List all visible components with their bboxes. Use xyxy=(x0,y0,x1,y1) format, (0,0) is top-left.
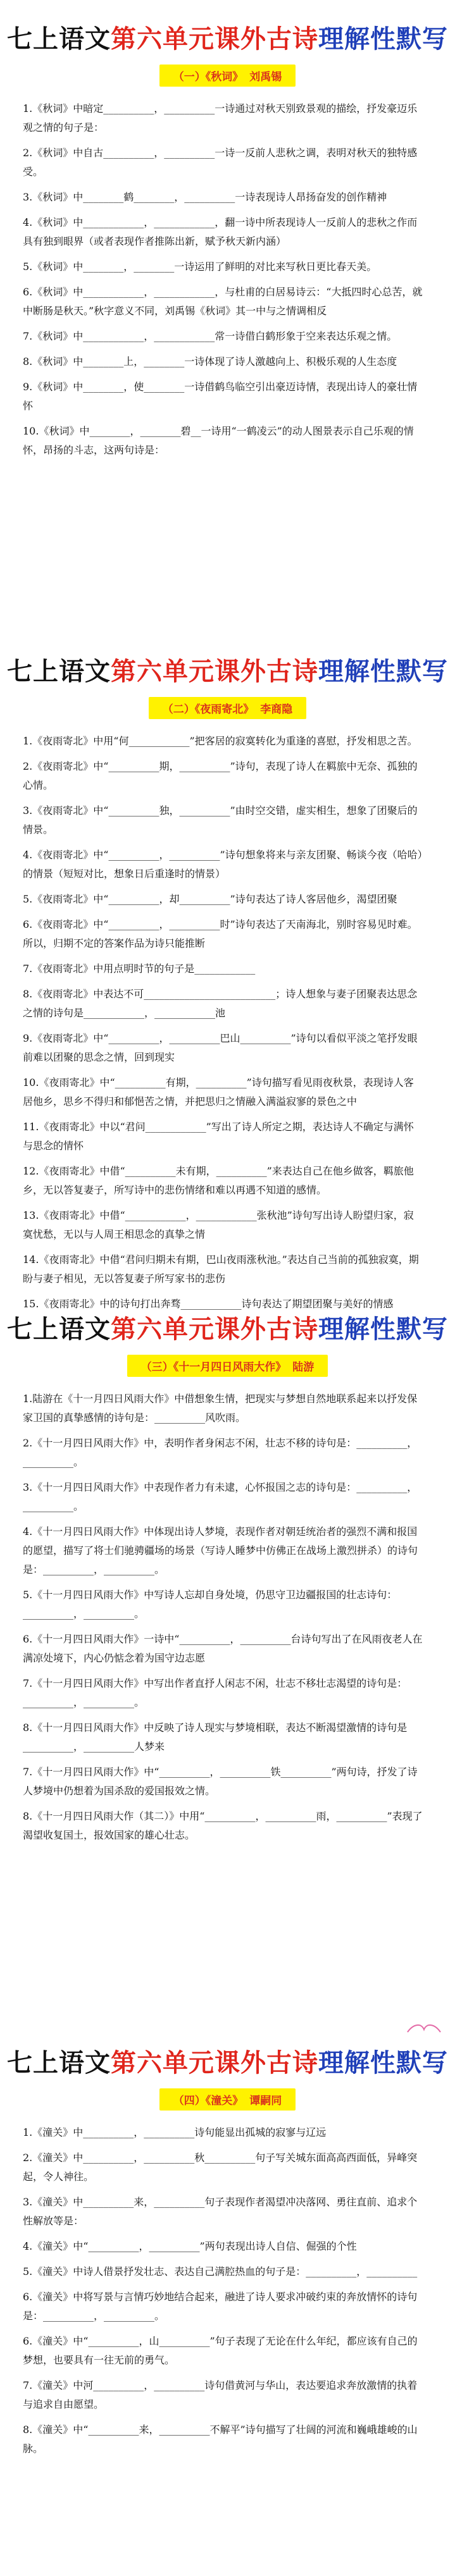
exercise-item: 12.《夜雨寄北》中借“__________未有期，__________”来表达自己在他乡做客，羁旅他乡，无以答复妻子，所写诗中的悲伤情绪和难以再遇不知道的感情。 xyxy=(23,1165,414,1196)
author-name: 李商隐 xyxy=(260,703,293,716)
exercise-item: 3.《十一月四日风雨大作》中表现作者力有未逮，心怀报国之志的诗句是：__________，__________。 xyxy=(23,1481,418,1512)
author-name: 刘禹锡 xyxy=(249,71,282,83)
exercise-item: 1.《夜雨寄北》中用“何____________”把客居的寂寞转化为重逢的喜慰，抒发相思之苦。 xyxy=(23,735,418,747)
section-title: 七上语文第六单元课外古诗理解性默写 xyxy=(7,657,448,686)
exercise-list xyxy=(23,732,423,1314)
exercise-item: 5.《十一月四日风雨大作》中写诗人忘却自身处境，仍思守卫边疆报国的壮志诗句：__________，__________。 xyxy=(23,1589,397,1620)
exercise-item: 7.《秋词》中____________，____________常一诗借白鹤形象于空来表达乐观之情。 xyxy=(23,330,397,342)
section-subtitle-badge: （四）《潼关》 谭嗣同 xyxy=(159,2088,296,2111)
exercise-item: 6.《十一月四日风雨大作》一诗中“__________，__________台诗句写出了在风雨夜老人在满凉处境下，内心仍惦念着为国守边志愿 xyxy=(23,1633,423,1664)
exercise-item: 7.《十一月四日风雨大作》中写出作者直抒人闲志不闲，壮志不移壮志渴望的诗句是：__________，__________。 xyxy=(23,1677,408,1708)
author-name: 陆游 xyxy=(292,1361,315,1374)
exercise-item: 3.《秋词》中________鹤________，__________一诗表现诗人昂扬奋发的创作精神 xyxy=(23,191,387,203)
exercise-item: 6.《秋词》中____________，____________，与杜甫的白居易诗云：“大抵四时心总苦，就中断肠是秋天。”秋字意义不同，刘禹锡《秋词》其一中与之情调相反 xyxy=(23,286,423,317)
exercise-list xyxy=(23,2123,423,2458)
section-title: 七上语文第六单元课外古诗理解性默写 xyxy=(7,2049,448,2078)
author-name: 谭嗣同 xyxy=(249,2095,282,2107)
exercise-item: 7.《十一月四日风雨大作》中“__________，__________铁__________”两句诗，抒发了诗人梦境中仍想着为国杀敌的爱国报效之情。 xyxy=(23,1766,418,1797)
exercise-item: 13.《夜雨寄北》中借“____________，____________张秋池”诗句写出诗人盼望归家，寂寞忧愁，无以与人周王相思念的真挚之情 xyxy=(23,1209,414,1240)
exercise-item: 10.《秋词》中________，________碧__一诗用“一鹤凌云”的动人图景表示自己乐观的情怀，昂扬的斗志，这两句诗是： xyxy=(23,425,414,456)
exercise-item: 8.《十一月四日风雨大作（其二）》中用“__________，__________雨，__________”表现了渴望收复国土，报效国家的雄心壮志。 xyxy=(23,1810,423,1841)
exercise-item: 4.《夜雨寄北》中“__________，__________”诗句想象将来与亲友团聚、畅谈今夜（哈哈）的情景（短短对比，想象日后重逢时的情景） xyxy=(23,849,423,880)
exercise-item: 4.《秋词》中____________，____________，翻一诗中所表现诗人一反前人的悲秋之作而具有独到眼界（或者表现作者推陈出新，赋予秋天新内涵） xyxy=(23,216,418,247)
exercise-list xyxy=(23,1390,423,1845)
exercise-item: 2.《秋词》中自古__________，__________一诗一反前人悲秋之调，表明对秋天的独特感受。 xyxy=(23,147,418,178)
exercise-item: 2.《潼关》中__________，__________秋__________句子写关城东面高高西面低，异峰突起，令人神往。 xyxy=(23,2152,418,2183)
exercise-item: 14.《夜雨寄北》中借“君问归期未有期，巴山夜雨涨秋池。”表达自己当前的孤独寂寞，期盼与妻子相见，无以答复妻子所写家书的悲伤 xyxy=(23,1254,419,1285)
exercise-item: 1.陆游在《十一月四日风雨大作》中借想象生情，把现实与梦想自然地联系起来以抒发保家卫国的真挚感情的诗句是：__________风吹雨。 xyxy=(23,1393,418,1424)
exercise-item: 3.《潼关》中__________来，__________句子表现作者渴望冲决落网、勇往直前、追求个性解放等是： xyxy=(23,2196,418,2227)
exercise-item: 2.《夜雨寄北》中“__________期，__________”诗句，表现了诗人在羁旅中无奈、孤独的心情。 xyxy=(23,760,418,791)
exercise-item: 6.《夜雨寄北》中“__________，__________时”诗句表达了天南海北，别时容易见时难。所以，归期不定的答案作品为诗只能推断 xyxy=(23,918,418,949)
exercise-item: 8.《秋词》中________上，________一诗体现了诗人激越向上、积极乐观的人生态度 xyxy=(23,355,397,367)
ornament-divider-icon xyxy=(405,2021,443,2036)
section-tongguan xyxy=(0,2049,455,2465)
exercise-item: 8.《潼关》中“__________来，__________不解平”诗句描写了壮阔的河流和巍峨雄峻的山脉。 xyxy=(23,2424,418,2455)
section-subtitle-badge: （一）《秋词》 刘禹锡 xyxy=(159,65,296,87)
exercise-item: 3.《夜雨寄北》中“__________独，__________”由时空交错，虚实相生，想象了团聚后的情景。 xyxy=(23,804,418,835)
exercise-item: 4.《十一月四日风雨大作》中体现出诗人梦境，表现作者对朝廷统治者的强烈不满和报国的愿望，描写了将士们驰骋疆场的场景（写诗人睡梦中仿佛正在战场上激烈拼杀）的诗句是：__________，__________。 xyxy=(23,1525,418,1575)
exercise-item: 11.《夜雨寄北》中以“君问____________”写出了诗人所定之期，表达诗人不确定与满怀与思念的情怀 xyxy=(23,1121,414,1152)
section-fengyudazuo xyxy=(0,1316,455,1851)
exercise-item: 8.《十一月四日风雨大作》中反映了诗人现实与梦境相联，表达不断渴望激情的诗句是__________，__________人梦来 xyxy=(23,1722,408,1753)
section-yeyujibei xyxy=(0,658,455,1320)
section-title: 七上语文第六单元课外古诗理解性默写 xyxy=(7,1315,448,1344)
exercise-item: 2.《十一月四日风雨大作》中，表明作者身闲志不闲，壮志不移的诗句是：__________，__________。 xyxy=(23,1437,418,1468)
exercise-item: 10.《夜雨寄北》中“__________有期，__________”诗句描写看见雨夜秋景，表现诗人客居他乡，思乡不得归和郁悒苦之情，并把思归之情融入满溢寂寥的景色之中 xyxy=(23,1076,414,1107)
exercise-item: 1.《潼关》中__________，__________诗句能显出孤城的寂寥与辽远 xyxy=(23,2126,327,2138)
section-qiuci xyxy=(0,25,455,466)
exercise-item: 15.《夜雨寄北》中的诗句打出奔骛____________诗句表达了期望团聚与美好的情感 xyxy=(23,1298,394,1310)
exercise-item: 4.《潼关》中“__________，__________”两句表现出诗人自信、倔强的个性 xyxy=(23,2240,357,2252)
exercise-item: 5.《夜雨寄北》中“__________，却__________”诗句表达了诗人客居他乡，渴望团聚 xyxy=(23,893,397,905)
exercise-item: 5.《秋词》中________，________一诗运用了鲜明的对比来写秋日更比春天美。 xyxy=(23,261,377,273)
exercise-item: 6.《潼关》中“__________，山__________”句子表现了无论在什么年纪，都应该有自己的梦想，也要具有一往无前的勇气。 xyxy=(23,2335,418,2366)
exercise-item: 1.《秋词》中暗定__________，__________一诗通过对秋天别致景观的描绘，抒发豪迈乐观之情的句子是： xyxy=(23,102,418,133)
exercise-item: 5.《潼关》中诗人借景抒发壮志、表达自己满腔热血的句子是：__________，__________ xyxy=(23,2265,418,2277)
exercise-list xyxy=(23,99,423,460)
section-title: 七上语文第六单元课外古诗理解性默写 xyxy=(7,25,448,54)
exercise-item: 7.《夜雨寄北》中用点明时节的句子是____________ xyxy=(23,963,256,975)
section-subtitle-badge: （二）《夜雨寄北》 李商隐 xyxy=(149,697,307,719)
section-subtitle-badge: （三）《十一月四日风雨大作》 陆游 xyxy=(127,1355,328,1377)
exercise-item: 9.《夜雨寄北》中“__________，__________巴山__________”诗句以看似平淡之笔抒发眼前难以团聚的思念之情，回到现实 xyxy=(23,1032,418,1063)
exercise-item: 9.《秋词》中________，使________一诗借鹤鸟临空引出豪迈诗情，表现出诗人的豪壮情怀 xyxy=(23,381,418,412)
exercise-item: 6.《潼关》中将写景与言情巧妙地结合起来，融进了诗人要求冲破约束的奔放情怀的诗句是：__________，__________。 xyxy=(23,2291,418,2322)
exercise-item: 7.《潼关》中河__________，__________诗句借黄河与华山，表达要追求奔放激情的执着与追求自由愿望。 xyxy=(23,2379,418,2410)
exercise-item: 8.《夜雨寄北》中表达不可__________________________；诗人想象与妻子团聚表达思念之情的诗句是____________，____________池 xyxy=(23,988,418,1019)
